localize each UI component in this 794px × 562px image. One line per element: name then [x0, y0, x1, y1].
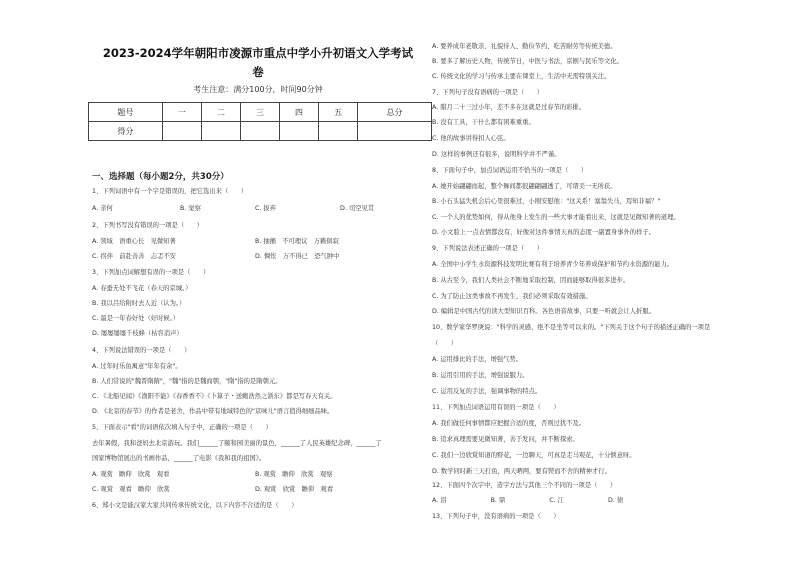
question-line: 11、下列加点词语运用有误的一项是（ ） [432, 404, 560, 411]
score-header-cell: 题号 [89, 103, 163, 122]
score-cell[interactable] [279, 122, 318, 141]
option-line: A. 春蚕无处不飞花（春天的京城。） [92, 285, 192, 292]
option-line: C. 最是一年春好处（好时候。） [92, 315, 180, 322]
option-line: A. 全国中小学生水资源科技发明比赛有利于培养青少年养成保护和节约水资源的能力。 [432, 261, 674, 268]
score-table-score-row [89, 122, 432, 141]
question-text: （ ） [432, 340, 458, 347]
score-header-cell: 二 [201, 103, 240, 122]
option-line: B. 我以吕给附时去人近（认为。） [92, 300, 186, 307]
question-line: 2、下列书写没有错误的一项是（ ） [92, 222, 204, 229]
score-header-cell: 三 [240, 103, 279, 122]
score-header-cell: 四 [279, 103, 318, 122]
option-line: A. 我们做任何事情都应把握合适的度，否则过犹不及。 [432, 420, 586, 427]
option-line: C. 为了防止这类事故不再发生，我们必须采取有效措施。 [432, 293, 592, 300]
exam-notice: 考生注意：满分100分，时间90分钟 [193, 85, 323, 94]
score-header-cell: 一 [162, 103, 201, 122]
option-line: A. 过年时乐鱼寓意"年年有余"。 [92, 363, 182, 370]
question-line: 3、下列加点词解想有误的一项是（ ） [92, 269, 210, 276]
option-line: C. 拐伴 前赴善善 忐忑不安 [92, 253, 176, 260]
exam-title-line2: 卷 [252, 65, 264, 79]
score-cell[interactable] [358, 122, 432, 141]
option-line: B. 要多了解历史人物，传统节日，中医与书法，京剧与民乐等文化。 [432, 58, 623, 65]
question-line: 12、下面四个次字中，造字方法与其他三个不同的一项是（ ） [432, 482, 617, 489]
option-line: C. 传统文化的学习与传承主要在课堂上，生活中无需特别关注。 [432, 73, 611, 80]
option-line: A. 运用排比的手法，增强气势。 [432, 356, 523, 363]
option-line: D. 屡屡屡屡千枝蜂（枯容消声） [92, 330, 183, 337]
option-line: D. 《北京的春节》的作者是老舍，作品中带有地域特色的"京味儿"语言值得细细品味。 [92, 408, 334, 415]
option-line: A. 要养成年老敬亲、礼貌待人、勤俭节约、吃苦耐劳等传统美德。 [432, 43, 617, 50]
option-line: A. 观赏 瞻仰 欣赏 观看 [92, 471, 170, 478]
exam-title-line1: 2023-2024学年朝阳市凌源市重点中学小升初语文入学考试 [102, 46, 414, 60]
option-line: A. 亲何 [92, 205, 113, 212]
question-text: 国家博物馆展出的书画作品，______了电影《我和我的祖国》。 [92, 455, 266, 462]
score-cell[interactable] [201, 122, 240, 141]
option-line: D. 司空见贯 [340, 205, 375, 212]
question-line: 7、下列句子没有语病的一项是（ ） [432, 89, 544, 96]
option-line: D. 编辑是中国古代的读大型知识百科。各色语音故事，只要一听就会让人折服。 [432, 308, 655, 315]
option-line: D. 小文脸上一点表情都没有，好像对这件事情天真的态度一副置身事外的样子。 [432, 229, 655, 236]
option-line: D. 这样的事例还有很多，说明科学并不严谨。 [432, 151, 561, 158]
option-line: C. 《北船见闻》《渔阳不能》《春香香不》《卜算子・送鲍浩然之浙东》都是写春天有关。 [92, 393, 337, 400]
score-cell[interactable] [319, 122, 358, 141]
section-heading: 一、选择题（每小题2分，共30分） [92, 172, 229, 182]
question-line: 4、下列说法错误的一项是（ ） [92, 347, 191, 354]
question-line: 6、郑小文是能汉家大家共同传承传统文化，以下内容不合适的是（ ） [92, 502, 298, 509]
score-header-cell: 五 [319, 103, 358, 122]
option-line: C. 他的故事讲得扣人心弦。 [432, 135, 510, 142]
question-line: 9、下列说法表述正确的一项是（ ） [432, 245, 544, 252]
score-header-cell: 总分 [358, 103, 432, 122]
option-line: D. 惆怅 万不得已 恐气肿中 [255, 253, 340, 260]
score-cell[interactable] [162, 122, 201, 141]
question-line: 13、下列句子中，没有语病的一项是（ ） [432, 513, 560, 520]
option-line: B. 觉察 [180, 205, 201, 212]
question-line: 10、数学家华罗庚说："科学的灵感，绝不是坐等可以来的。"下列关于这个句子的描述正确的一项是 [432, 324, 711, 331]
option-line: B. 从古至今，我们人类社会不断地采取控制，因而能够取得很多进步。 [432, 277, 630, 284]
option-line: D. 数学同时新三天打鱼，两天晒网，要有锲而不舍的精神才行。 [432, 468, 611, 475]
question-line: 1、下列词语中有一个字是错误的，把它选出来（ ） [92, 188, 248, 195]
score-table [88, 102, 432, 141]
score-cell[interactable] [240, 122, 279, 141]
option-line: C. 观赏 观看 瞻仰 欣赏 [92, 486, 170, 493]
option-line: A. 她开始翩翩而起，整个舞间都很翩翩翩透了，可谓美一无所获。 [432, 183, 617, 190]
option-line: B. 抽搐 不可理议 万籁俱寂 [255, 238, 339, 245]
option-line: C. 我们一边欣赏知道的野花，一边聊天，可真是走马观花，十分惬意呀。 [432, 452, 636, 459]
option-line: A. 泪 B. 鼎 C. 江 D. 债 [432, 497, 624, 504]
option-line: A. 腊月二十三过小年，差不多在这就是过春节的彩排。 [432, 104, 586, 111]
option-line: B. 小石头猛失机会后心里很难过，小刚安慰他："这关系！塞翁失马，焉知非福？" [432, 198, 661, 205]
option-line: C. 运用反复的手法，强调事物的特点。 [432, 388, 542, 395]
question-text: 去年暑假，我和爸妈去北京游玩。我们______了颐和园美丽的景色，______了人民英雄纪念碑，______了 [92, 440, 382, 447]
option-line: B. 观赏 瞻仰 欣赏 观察 [255, 471, 333, 478]
option-line: B. 人们常说的"魏晋隋隋"，"魏"指的是魏商朝，"隋"指的是隋朝元。 [92, 378, 282, 385]
option-line: C. 拔弃 [255, 205, 276, 212]
option-line: B. 追求真理需要见微知著，善于发问，并不断探索。 [432, 436, 579, 443]
option-line: B. 没有工具，干什么都有困难重重。 [432, 119, 535, 126]
score-row-label: 得分 [89, 122, 163, 141]
option-line: D. 观赏 欣赏 瞻仰 观看 [255, 486, 334, 493]
score-table-header-row [89, 103, 432, 122]
question-line: 8、下面句子中，加点词语运用不恰当的一项是（ ） [432, 167, 588, 174]
option-line: A. 领域 语重心长 见微知著 [92, 238, 176, 245]
option-line: C. 一个人的优势如何，得从他身上发生的一些大事才能看出来，这就是见微知著的道理。 [432, 214, 680, 221]
exam-title [88, 44, 428, 82]
question-line: 5、下面表示"看"的词语依次填入句子中，正确的一项是（ ） [92, 424, 272, 431]
option-line: B. 运用引用的手法，增强说服力。 [432, 372, 529, 379]
